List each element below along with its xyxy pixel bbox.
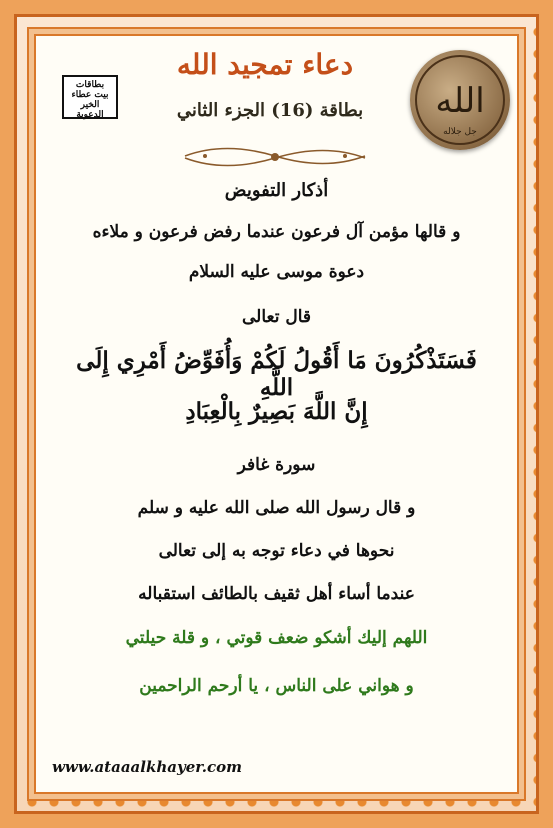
text-line: و قالها مؤمن آل فرعون عندما رفض فرعون و ملاءه	[92, 222, 461, 242]
allah-medallion-icon	[410, 50, 510, 150]
section-heading: أذكار التفويض	[224, 180, 329, 201]
dua-line: اللهم إليك أشكو ضعف قوتي ، و قلة حيلتي	[125, 628, 428, 648]
stamp-line: بيت عطاء الخير	[71, 90, 109, 110]
surah-name: سورة غافر	[237, 455, 316, 475]
card-subtitle: بطاقة (16) الجزء الثاني	[176, 100, 364, 121]
quran-verse: إِنَّ اللَّهَ بَصِيرٌ بِالْعِبَادِ	[185, 398, 368, 425]
medallion-caption: جل جلاله	[443, 127, 477, 137]
stamp-line: الدعوية	[76, 110, 104, 120]
card-title: دعاء تمجيد الله	[176, 48, 354, 81]
text-line: دعوة موسى عليه السلام	[188, 262, 365, 282]
dua-line: و هواني على الناس ، يا أرحم الراحمين	[139, 676, 414, 696]
website-link[interactable]: www.ataaalkhayer.com	[52, 758, 242, 776]
quran-verse: فَسَتَذْكُرُونَ مَا أَقُولُ لَكُمْ وَأُفَوِّضُ أَمْرِي إِلَى اللَّهِ	[76, 347, 477, 401]
stamp-line: بطاقات	[75, 80, 105, 90]
text-line: عندما أساء أهل ثقيف بالطائف استقباله	[138, 584, 415, 604]
medallion-text: الله	[435, 81, 485, 121]
text-line: نحوها في دعاء توجه به إلى تعالى	[158, 541, 395, 561]
ornament-divider	[175, 136, 375, 176]
publisher-stamp	[62, 75, 118, 119]
text-line: قال تعالى	[241, 307, 312, 327]
text-line: و قال رسول الله صلى الله عليه و سلم	[137, 498, 416, 518]
